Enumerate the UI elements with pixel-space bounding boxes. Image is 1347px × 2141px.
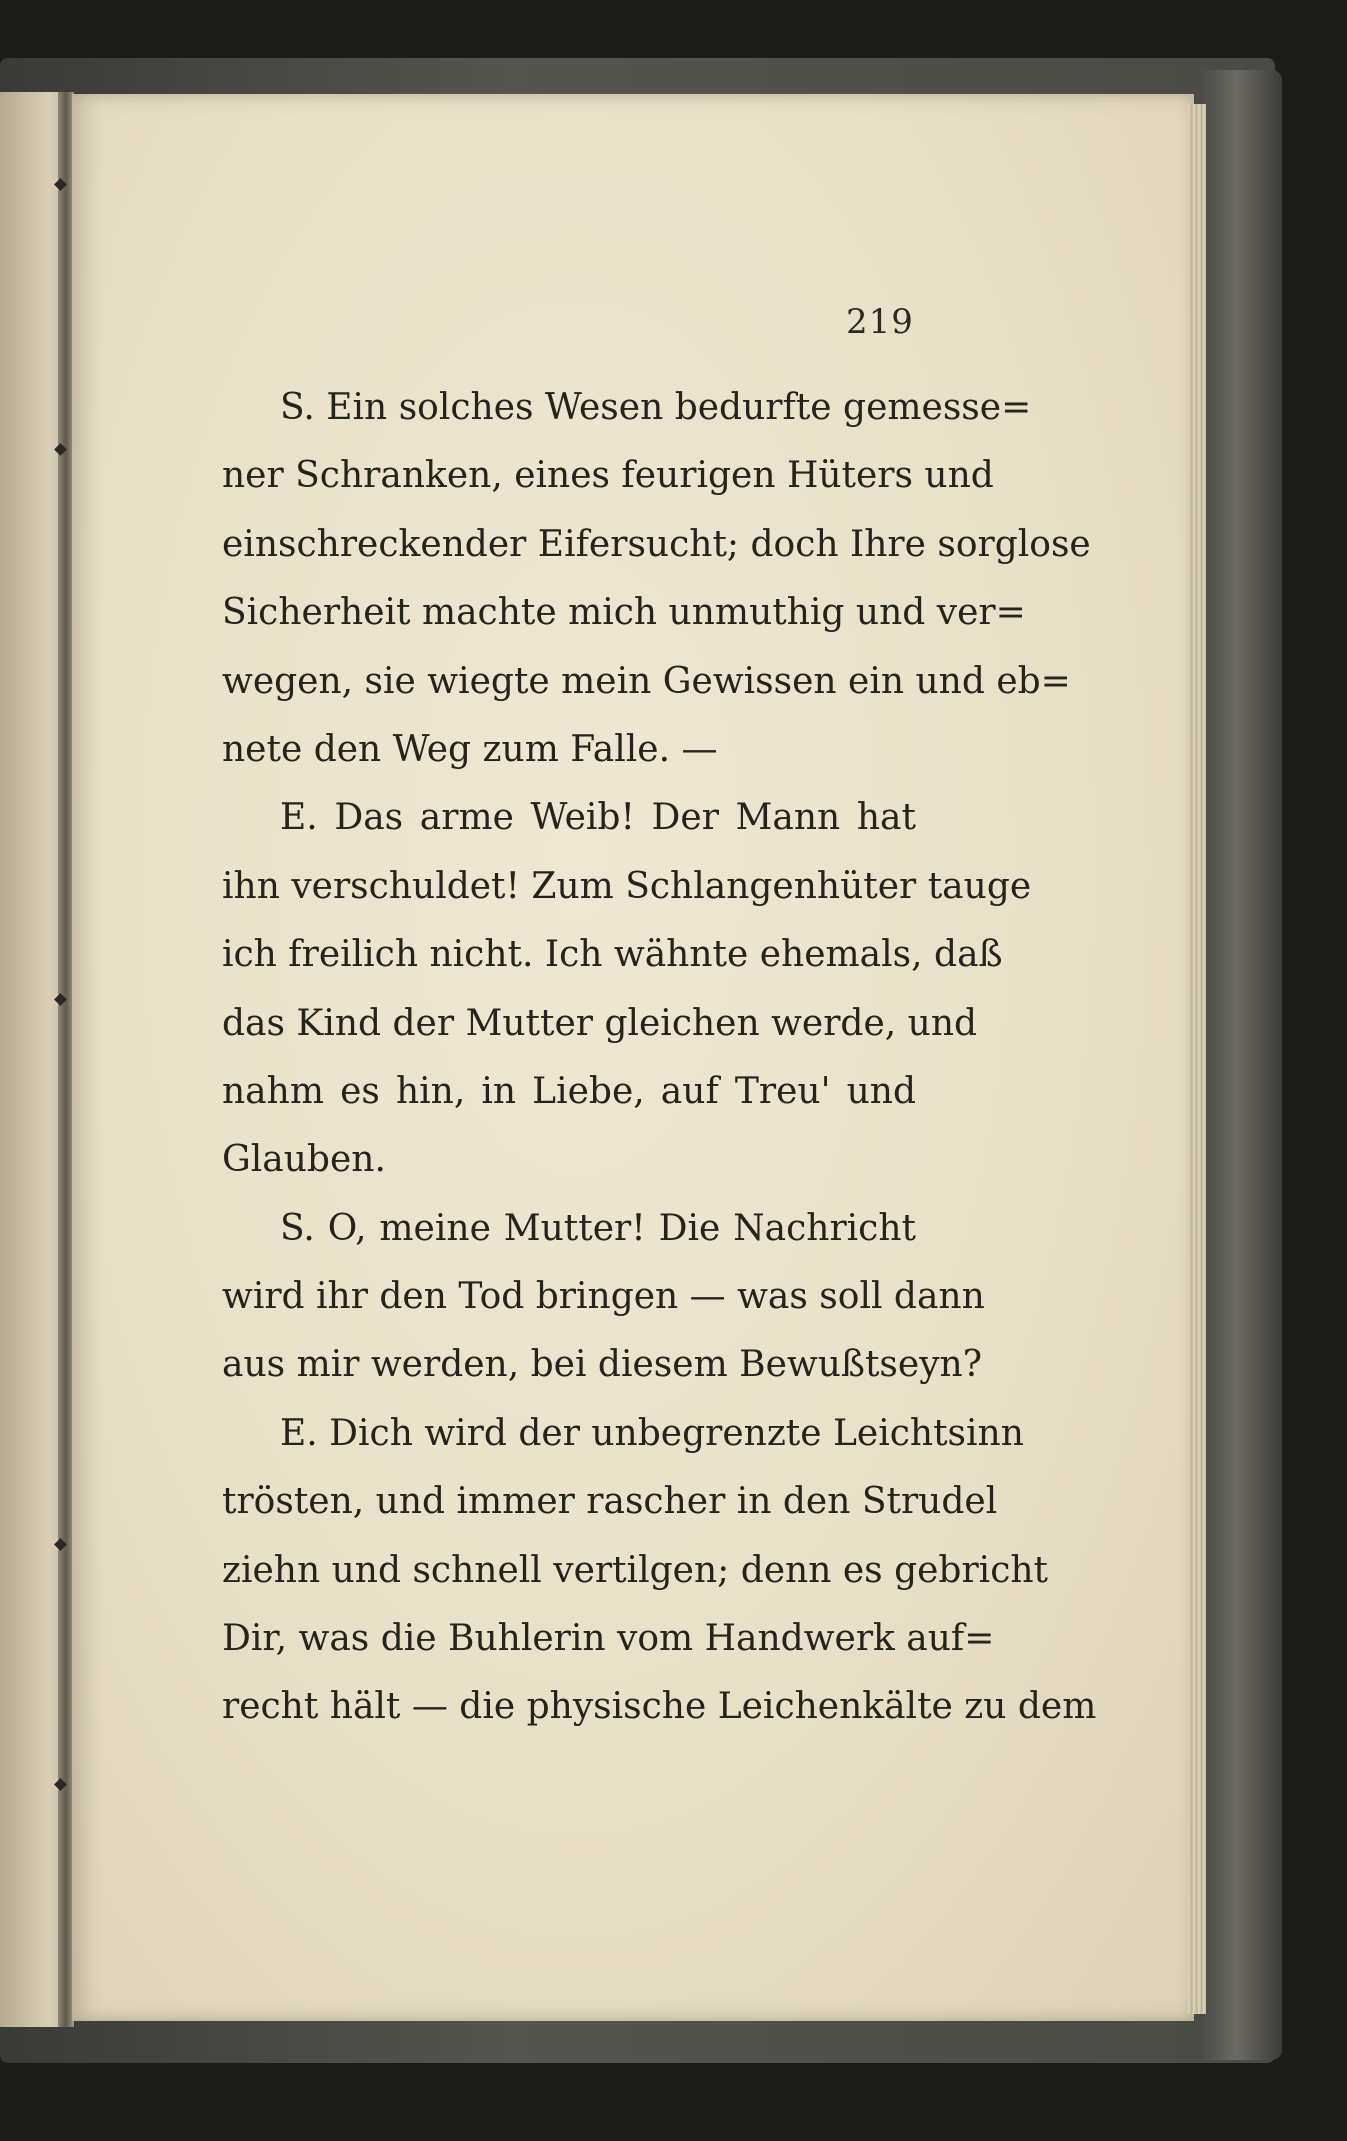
page-stack-edges: [1188, 104, 1206, 2014]
text-line: recht hält — die physische Leichenkälte zu dem: [222, 1686, 1097, 1728]
text-line: wegen, sie wiegte mein Gewissen ein und eb=: [222, 660, 1071, 702]
text-line: aus mir werden, bei diesem Bewußtseyn?: [222, 1344, 983, 1386]
text-line: ich freilich nicht. Ich wähnte ehemals, daß: [222, 934, 1003, 976]
text-line: das Kind der Mutter gleichen werde, und: [222, 1002, 978, 1044]
text-line: Glauben.: [222, 1139, 386, 1181]
text-line: trösten, und immer rascher in den Strudel: [222, 1481, 998, 1523]
text-line: S. Ein solches Wesen bedurfte gemesse=: [280, 387, 1032, 428]
book-cover-edge: [1200, 70, 1282, 2060]
text-line: ihn verschuldet! Zum Schlangenhüter tauge: [222, 865, 1032, 907]
text-line: Sicherheit machte mich unmuthig und ver=: [222, 592, 1026, 634]
text-line: einschreckender Eifersucht; doch Ihre sorglose: [222, 523, 1091, 565]
text-line: ziehn und schnell vertilgen; denn es gebricht: [222, 1549, 1049, 1591]
text-line: ner Schranken, eines feurigen Hüters und: [222, 455, 994, 497]
text-line: nete den Weg zum Falle. —: [222, 728, 718, 770]
text-line: S. O, meine Mutter! Die Nachricht: [280, 1207, 916, 1249]
text-line: E. Das arme Weib! Der Mann hat: [280, 797, 916, 839]
page-text: [222, 374, 1097, 1742]
page-number: 219: [846, 302, 914, 342]
text-line: nahm es hin, in Liebe, auf Treu' und: [222, 1070, 916, 1112]
text-line: Dir, was die Buhlerin vom Handwerk auf=: [222, 1618, 995, 1660]
text-line: wird ihr den Tod bringen — was soll dann: [222, 1276, 985, 1318]
text-line: E. Dich wird der unbegrenzte Leichtsinn: [280, 1412, 1024, 1454]
